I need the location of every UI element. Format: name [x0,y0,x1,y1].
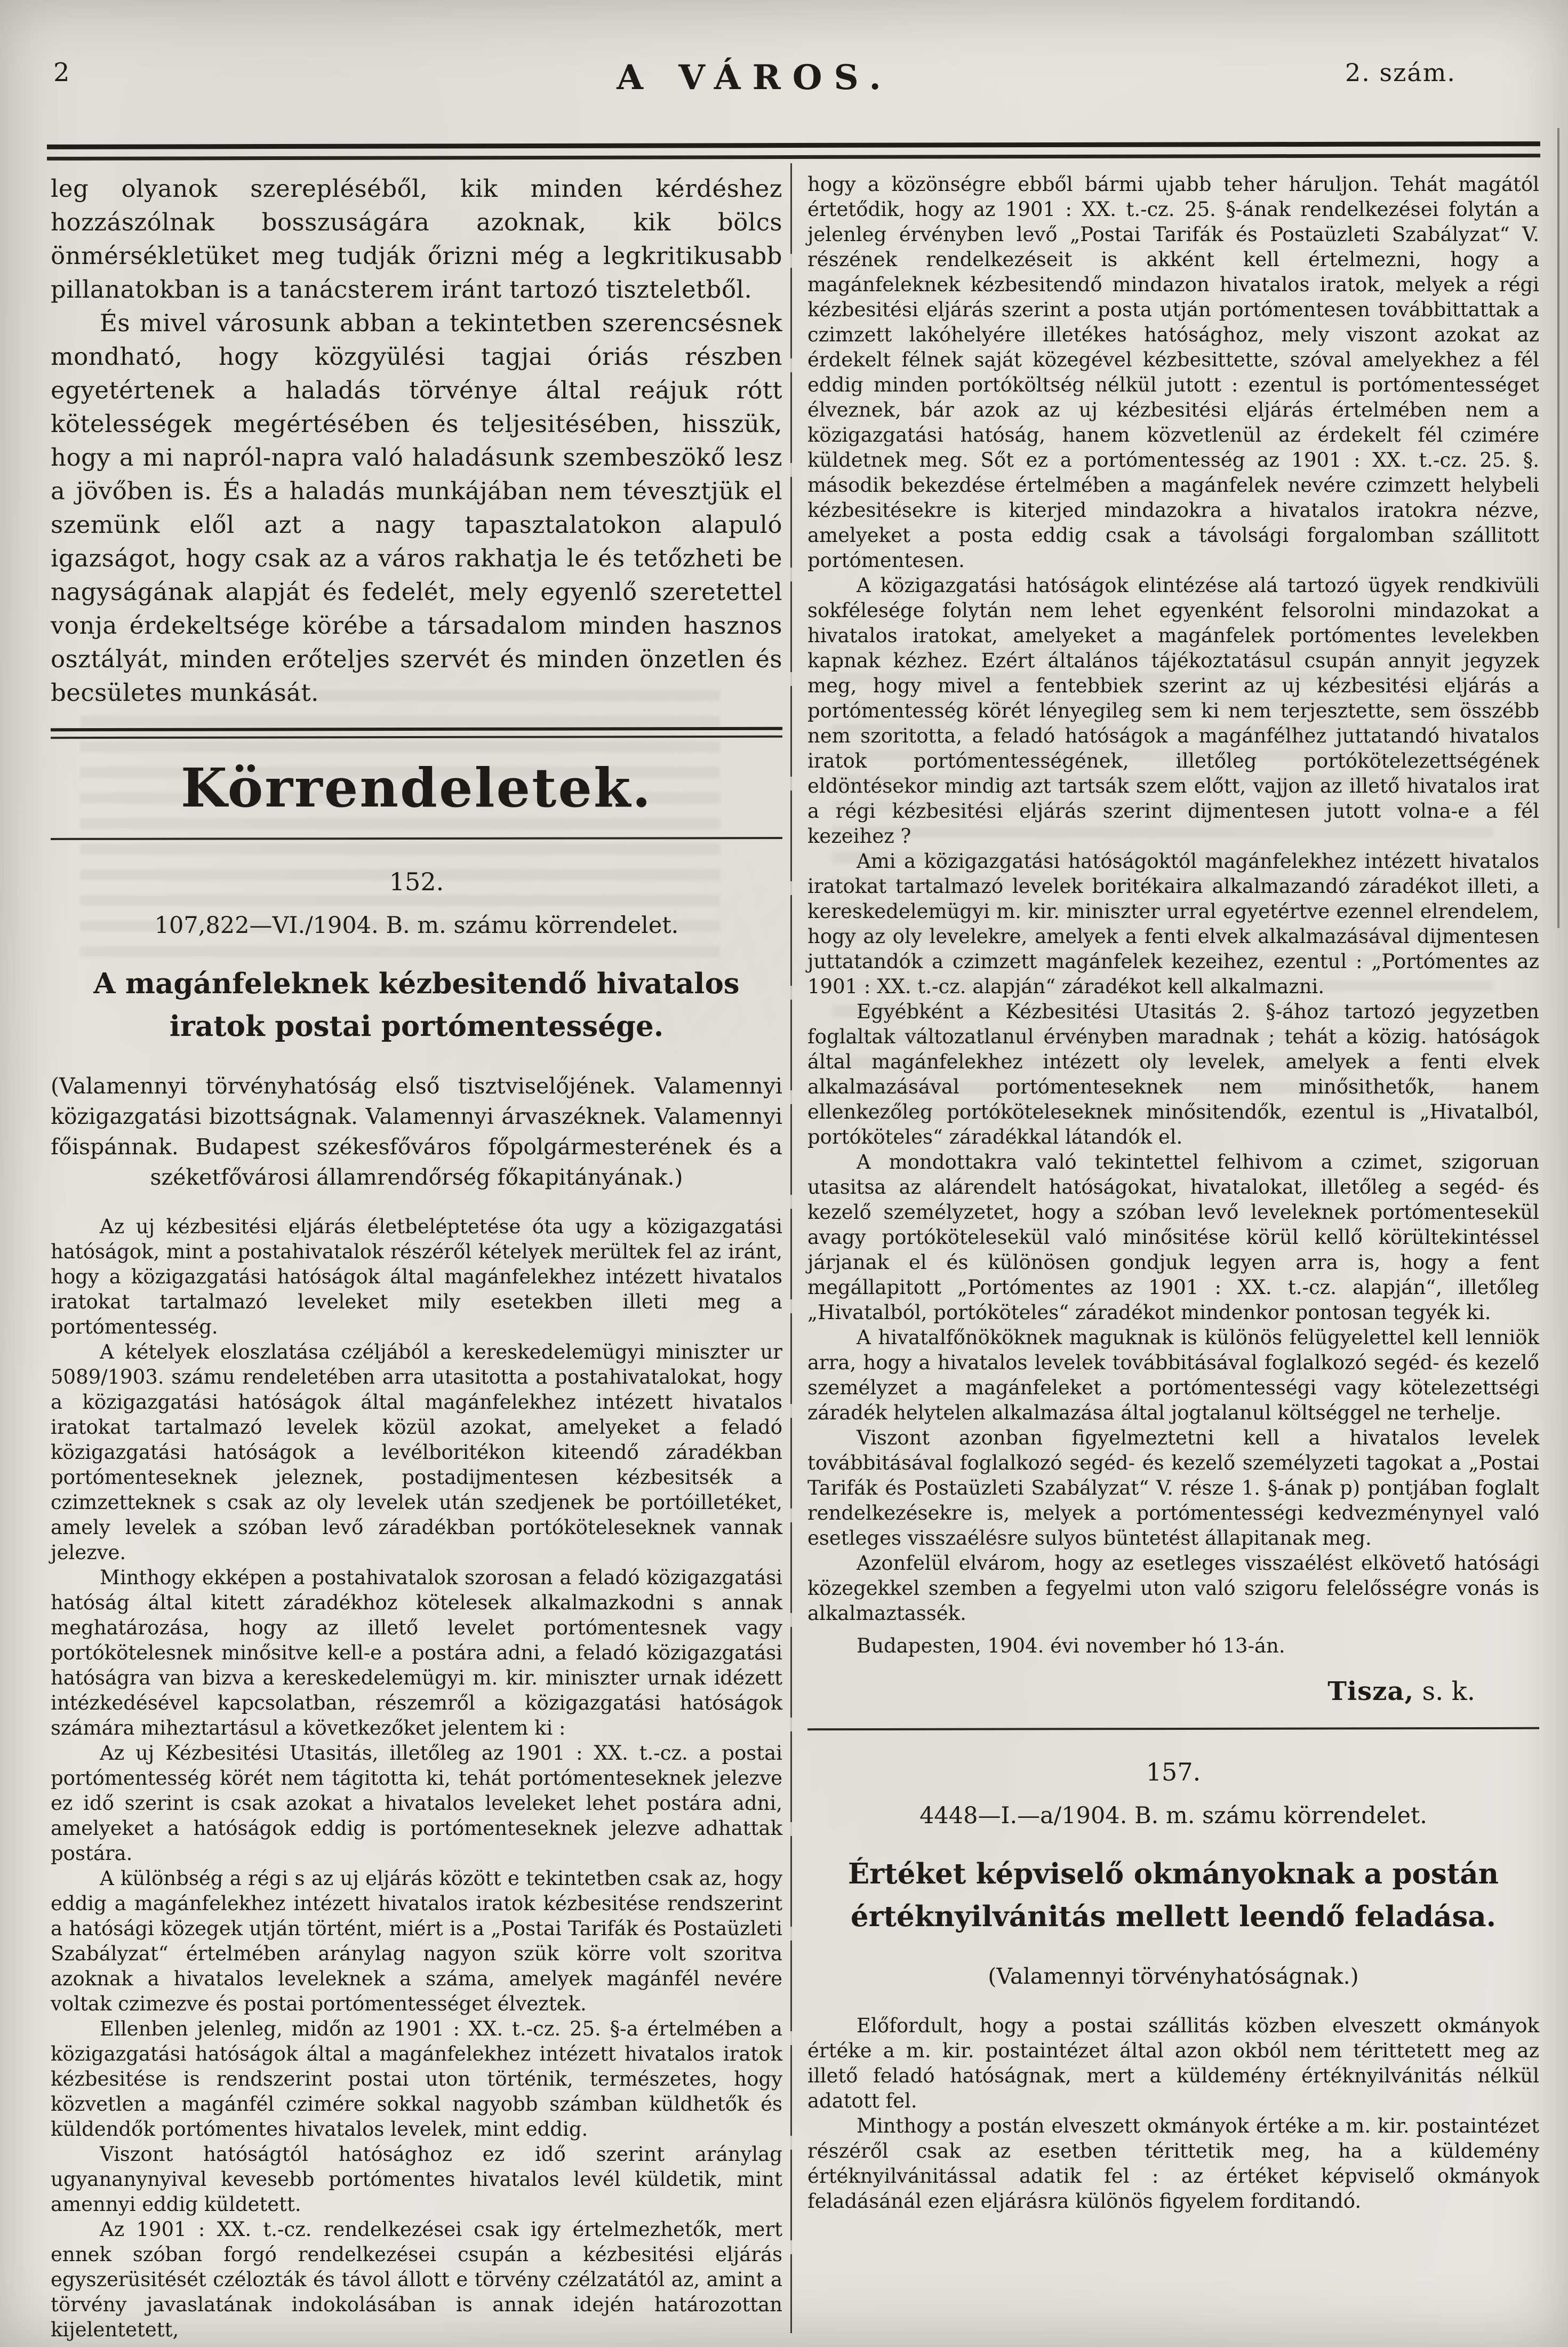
paragraph: Az uj kézbesitési eljárás életbeléptetése óta ugy a közigazgatási hatóságok, mint a postahivatalok részéről kételyek merültek fel az iránt, hogy a közigazgatási hatóságok által magánfelekhez intézett hivatalos iratokat tartalmazó leveleket mily esetekben illeti meg a portómentesség. [51,1215,782,1338]
paragraph: Előfordult, hogy a postai szállitás közben elveszett okmányok értéke a m. kir. postaintézet által azon okból nem térittetett meg az illető feladó hatóságnak, mert a küldemény értéknyilvánitás nélkül adatott fel. [807,2014,1539,2112]
paragraph: Minthogy ekképen a postahivatalok szorosan a feladó közigazgatási hatóság által kitett záradékhoz kötelesek alkalmazkodni s annak meghatározása, hogy az illető levelet portómentesnek vagy portókötelesnek minősitve kell-e a postára adni, a feladó közigazgatási hatóságra van bizva a kereskedelemügyi m. kir. miniszter urnak idézett intézkedésével kapcsolatban, részemről a közigazgatási hatóságok számára miheztartásul a következőket jelentem ki : [51,1566,782,1739]
scan-edge-artifact [1557,128,1559,928]
ordinance-addressees: (Valamennyi törvényhatóságnak.) [988,1963,1359,1989]
paragraph: Az uj Kézbesitési Utasitás, illetőleg az 1901 : XX. t.-cz. a postai portómentesség körét nem tágitotta ki, tehát portómenteseknek jelezve ez idő szerint is csak azokat a hivatalos leveleket lehet postára adni, amelyeket a hatóságok eddig is portómenteseknek jelezve adhattak postára. [51,1741,782,1865]
page-number: 2 [53,58,70,87]
signature-name: Tisza, [1327,1677,1414,1706]
ordinance-reference: 107,822—VI./1904. B. m. számu körrendelet. [154,912,679,939]
signature-suffix: s. k. [1422,1677,1475,1706]
masthead-rule [47,141,1540,161]
dateline: Budapesten, 1904. évi november hó 13-án. [857,1634,1285,1657]
right-column [807,172,1539,2214]
paragraph: Egyébként a Kézbesitési Utasitás 2. §-ához tartozó jegyzetben foglaltak változatlanul érvényben maradnak ; tehát a közig. hatóságok által magánfelekhez intézett oly levelek, amelyek a fenti elvek alkalmazásával portómenteseknek nem minősithetők, hanem ellenkezőleg portóköteleseknek minősitendők, ezentul is „Hivatalból, portóköteles“ záradékkal látandók el. [807,1000,1539,1148]
paragraph: Viszont azonban figyelmeztetni kell a hivatalos levelek továbbitásával foglalkozó segéd- és kezelő személyzeti tagokat a „Postai Tarifák és Postaüzleti Szabályzat“ V. része 1. §-ának p) pontjában foglalt rendelkezésekre is, melyek a portómentességi kedvezménynyel való esetleges visszaélésre sulyos büntetést állapitanak meg. [807,1426,1539,1550]
newspaper-title: A VÁROS. [617,58,893,98]
ordinance-number: 152. [389,867,444,896]
section-heading: Körrendeletek. [180,756,653,819]
paragraph: A közigazgatási hatóságok elintézése alá tartozó ügyek rendkivüli sokfélesége folytán nem lehet egyenként felsorolni mindazokat a hivatalos iratokat, amelyeket a magánfelek portómentes levelekben kapnak kézhez. Ezért általános tájékoztatásul csupán annyit jegyzek meg, hogy mivel a fentebbiek szerint az uj kézbesitési eljárás a portómentesség körét lényegileg sem ki nem terjesztette, sem összébb nem szoritotta, a feladó hatóságok a magánfélhez juttatandó hivatalos iratok portómentességének, illetőleg portókötelezettségének eldöntésekor mindig azt tartsák szem előtt, vajjon az illető hivatalos irat a régi kézbesitési eljárás szerint dijmentesen jutott volna-e a fél kezeihez ? [807,574,1539,848]
paragraph: Az 1901 : XX. t.-cz. rendelkezései csak igy értelmezhetők, mert ennek szóban forgó rendelkezései csupán a kézbesitési eljárás egyszerüsitését czélozták és távol állott e törvény czélzatától az, amint a törvény javaslatának indokolásában is annak idején határozottan kijelentetett, [51,2217,782,2341]
paragraph: A mondottakra való tekintettel felhivom a czimet, szigoruan utasitsa az alárendelt hatóságokat, hivatalokat, illetőleg a segéd- és kezelő személyzetet, hogy a szóban levő leveleknek portómentesekül avagy portókötelesekül való minősitése körül kellő körültekintéssel járjanak el és különösen gondjuk legyen arra is, hogy a fent megállapitott „Portómentes az 1901 : XX. t.-cz. alapján“, illetőleg „Hivatalból, portóköteles“ záradékot mindenkor pontosan tegyék ki. [807,1151,1539,1324]
paragraph: A kételyek eloszlatása czéljából a kereskedelemügyi miniszter ur 5089/1903. számu rendeletében arra utasitotta a postahivatalokat, hogy a közigazgatási hatóságok által magánfelekhez intézett hivatalos iratokat tartalmazó levelek közül azokat, amelyeket a feladó közigazgatási hatóságok a levélboritékon kiteendő záradékban portómenteseknek jeleznek, postadijmentesen kézbesitsék a czimzetteknek s csak az oly levelek után szedjenek be portóilletéket, amely levelek a szóban levő záradékban portóköteleseknek vannak jelezve. [51,1340,782,1564]
ordinance-reference: 4448—I.—a/1904. B. m. számu körrendelet. [919,1802,1427,1829]
paragraph: Minthogy a postán elveszett okmányok értéke a m. kir. postaintézet részéről csak az esetben térittetik meg, ha a küldemény értéknyilvánitással adatik fel : az értéket képviselő okmányok feladásánál ezen eljárásra különös figyelem forditandó. [807,2114,1539,2213]
ordinance-title: Értéket képviselő okmányoknak a postán értéknyilvánitás mellett leendő feladása. [847,1857,1499,1933]
ordinance-body [51,1214,782,2342]
ordinance-152-continued [807,172,1539,1626]
section-rule-top [51,727,782,739]
paragraph: És mivel városunk abban a tekintetben szerencsésnek mondható, hogy közgyülési tagjai óriás részben egyetértenek a haladás törvénye által reájuk rótt kötelességek megértésében és teljesitésében, hisszük, hogy a mi napról-napra való haladásunk szembeszökő lesz a jövőben is. És a haladás munkájában nem tévesztjük el szemünk elől azt a nagy tapasztalatokon alapuló igazságot, hogy csak az a város rakhatja le és tetőzheti be nagyságának alapját és fedelét, mely egyenlő szeretettel vonja érdekeltsége körébe a társadalom minden hasznos osztályát, minden erőteljes szervét és minden önzetlen és becsületes munkását. [51,309,782,707]
signature [807,1677,1539,1706]
column-divider [790,163,792,2333]
paragraph: Ellenben jelenleg, midőn az 1901 : XX. t.-cz. 25. §-a értelmében a közigazgatási hatóságok által a magánfelekhez intézett hivatalos iratok kézbesitése is rendszerint postai uton történik, természetes, hogy közvetlen a magánfél czimére sokkal nagyobb számban küldhetők és küldendők portómentes hivatalos levelek, mint eddig. [51,2017,782,2141]
ordinance-157 [807,1758,1539,2214]
lead-article [51,172,782,709]
ordinance-separator-rule [807,1727,1539,1730]
section-rule-bottom [51,837,782,840]
ordinance-title: A magánfeleknek kézbesitendő hivatalos iratok postai portómentessége. [93,967,740,1043]
ordinance-number: 157. [1146,1758,1201,1786]
paragraph: Azonfelül elvárom, hogy az esetleges visszaélést elkövető hatósági közegekkel szemben a fegyelmi uton való szigoru felelősségre vonás is alkalmaztassék. [807,1552,1539,1625]
masthead [53,58,1456,98]
paragraph: Ami a közigazgatási hatóságoktól magánfelekhez intézett hivatalos iratokat tartalmazó levelek boritékaira alkalmazandó záradékot illeti, a kereskedelemügyi m. kir. miniszter urral egyetértve ezennel elrendelem, hogy az oly levelekre, amelyek a fenti elvek alkalmazásával dijmentesen juttatandók a czimzett magánfelek kezeihez, ezentul : „Portómentes az 1901 : XX. t.-cz. alapján“ záradékot kell alkalmazni. [807,850,1539,998]
ordinance-body [807,2013,1539,2214]
left-column [51,172,782,2342]
issue-number: 2. szám. [1345,58,1456,87]
ordinance-152 [51,867,782,2342]
paragraph: hogy a közönségre ebből bármi ujabb teher háruljon. Tehát magától értetődik, hogy az 1901 : XX. t.-cz. 25. §-ának rendelkezései folytán a jelenleg érvényben levő „Postai Tarifák és Postaüzleti Szabályzat“ V. részének rendelkezéseit is akként kell értelmezni, hogy a magánfeleknek kézbesitendő mindazon hivatalos iratok, melyek a régi kézbesitési eljárás szerint a posta utján portómentesen továbbittattak a czimzett lakóhelyére illetékes hatósághoz, mely viszont azokat az érdekelt félnek saját közegével kézbesittette, szóval amelyekhez a fél eddig minden portóköltség nélkül jutott : ezentul is portómentességet élveznek, bár azok az uj kézbesitési eljárás értelmében nem a közigazgatási hatóság, hanem közvetlenül az érdekelt fél czimére küldetnek meg. Sőt ez a portómentesség az 1901 : XX. t.-cz. 25. §. második bekezdése értelmében a magánfelek nevére czimzett helybeli kézbesitésekre is kiterjed mindazokra a hivatalos iratokra nézve, amelyeket a posta eddig csak a távolsági forgalomban szállitott portómentesen. [807,173,1539,572]
paragraph: leg olyanok szerepléséből, kik minden kérdéshez hozzászólnak bosszuságára azoknak, kik bölcs önmérsékletüket meg tudják őrizni még a legkritikusabb pillanatokban is a tanácsterem iránt tartozó tiszteletből. [51,174,782,304]
paragraph: A különbség a régi s az uj eljárás között e tekintetben csak az, hogy eddig a magánfelekhez intézett hivatalos iratok kézbesitése rendszerint a hatósági közegek utján történt, miért is a „Postai Tarifák és Postaüzleti Szabályzat“ értelmében aránylag nagyon szük körre volt szoritva azoknak a hivatalos leveleknek a száma, amelyek magánfél nevére voltak czimezve és postai portómentességet élveztek. [51,1866,782,2015]
paragraph: A hivatalfőnököknek maguknak is különös felügyelettel kell lenniök arra, hogy a hivatalos levelek továbbitásával foglalkozó segéd- és kezelő személyzet a magánfeleket a portómentességi vagy kötelezettségi záradék helytelen alkalmazása által jogtalanul költséggel ne terhelje. [807,1326,1539,1424]
paragraph: Viszont hatóságtól hatósághoz ez idő szerint aránylag ugyananynyival kevesebb portómentes hivatalos levél küldetik, mint amennyi eddig küldetett. [51,2142,782,2216]
ordinance-addressees: (Valamennyi törvényhatóság első tisztviselőjének. Valamennyi közigazgatási bizottságnak. Valamennyi árvaszéknek. Valamennyi főispánnak. Budapest székesfőváros főpolgármesterének és a széketfővárosi államrendőrség főkapitányának.) [51,1073,782,1190]
